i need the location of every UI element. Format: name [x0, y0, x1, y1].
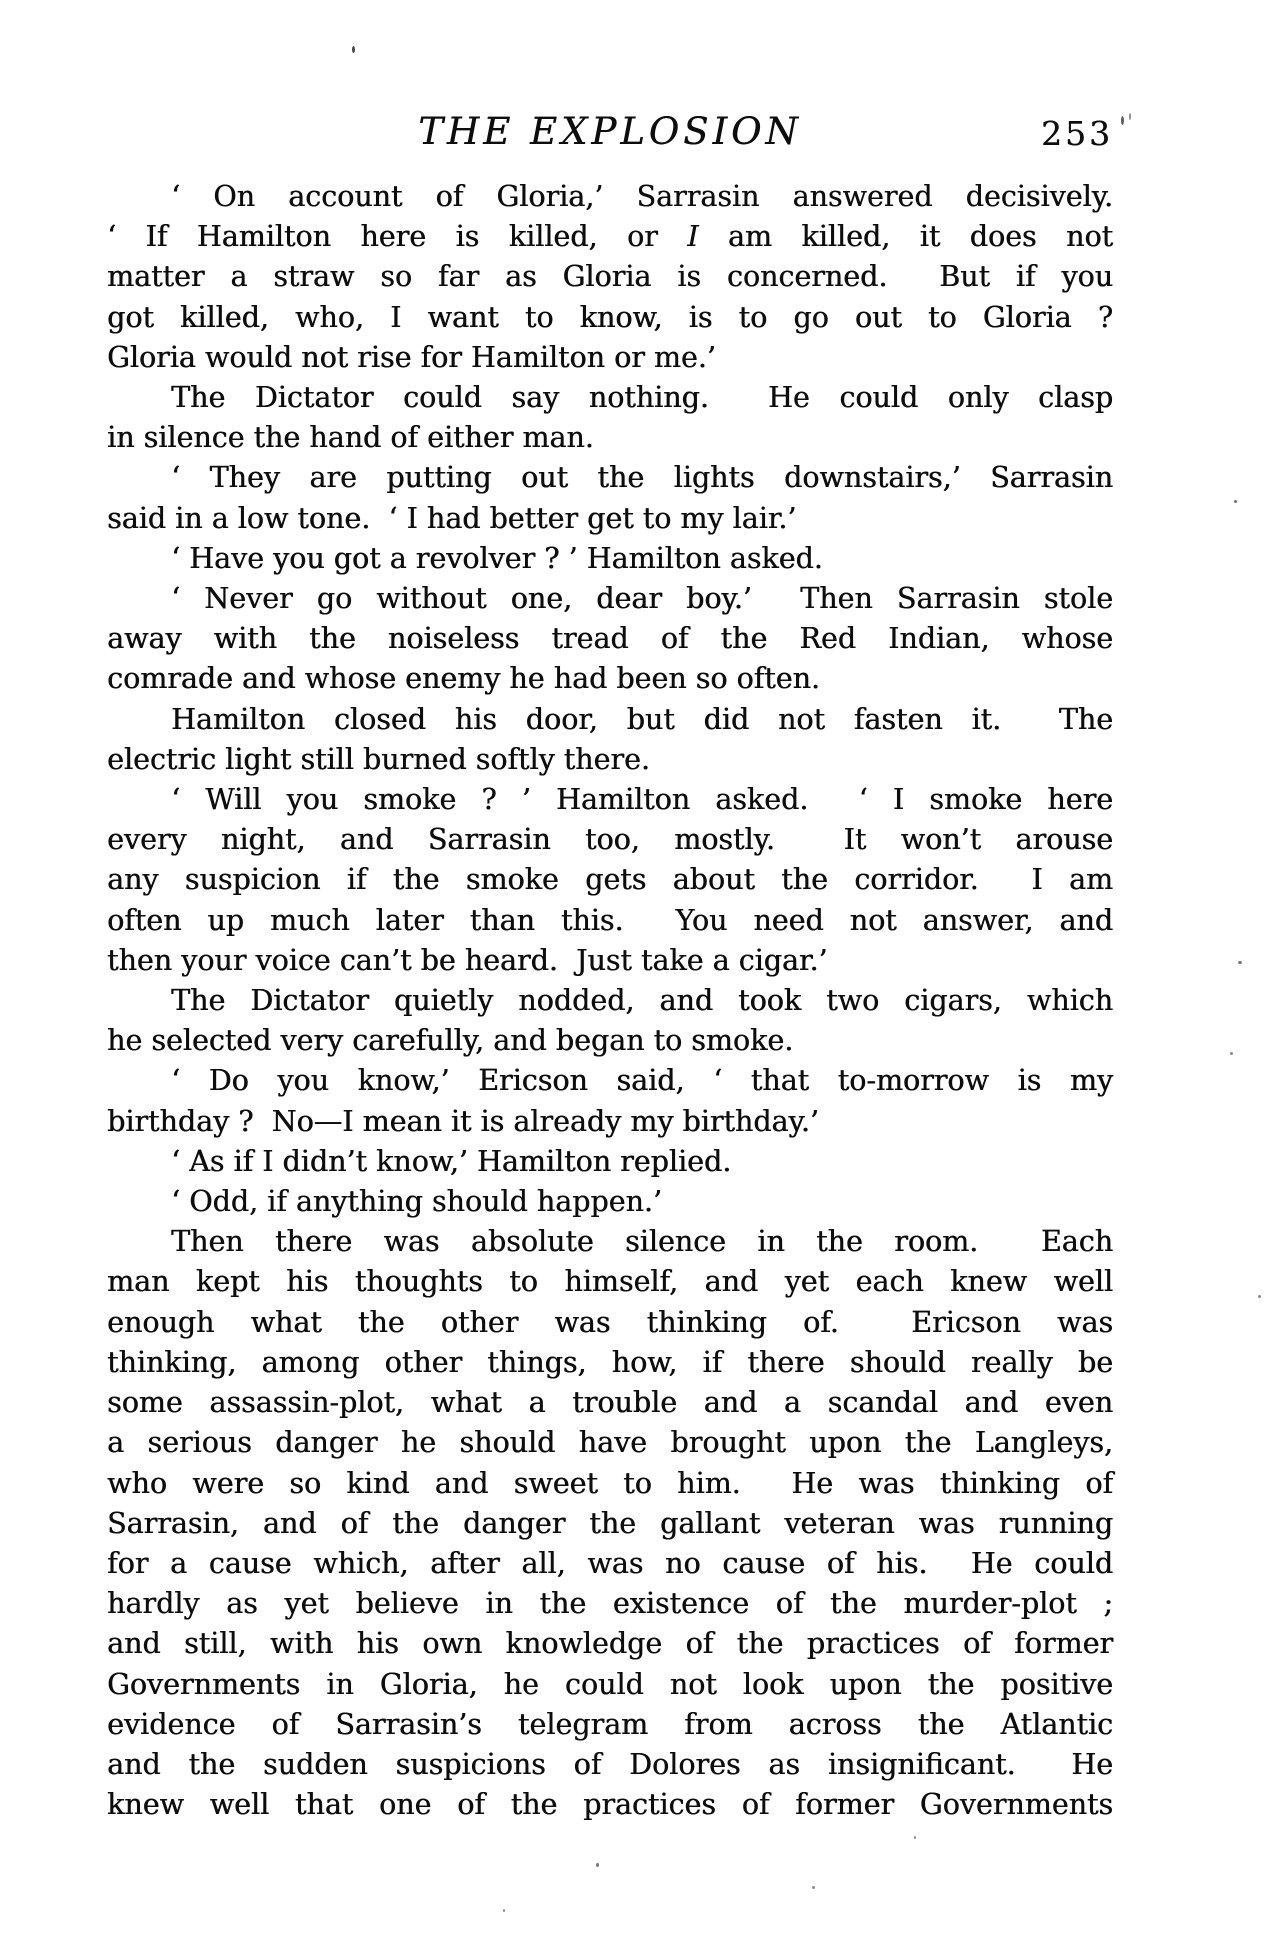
- text-line: Governments in Gloria, he could not look upon the positive: [107, 1667, 1113, 1701]
- text-line: matter a straw so far as Gloria is concerned. But if you: [107, 260, 1113, 294]
- text-line: evidence of Sarrasin’s telegram from across the Atlantic: [107, 1707, 1113, 1741]
- paragraph: [107, 1061, 1113, 1141]
- scan-speck: [596, 1863, 599, 1867]
- text-line: Then there was absolute silence in the room. Each: [171, 1225, 1113, 1259]
- text-line: ‘ As if I didn’t know,’ Hamilton replied.: [171, 1144, 732, 1178]
- paragraph: [107, 700, 1113, 780]
- text-line: The Dictator could say nothing. He could only clasp: [171, 381, 1113, 415]
- text-line: ‘ They are putting out the lights downstairs,’ Sarrasin: [171, 461, 1113, 495]
- running-header: [107, 110, 1113, 158]
- scan-speck: [1121, 116, 1124, 125]
- text-line: ‘ Will you smoke ? ’ Hamilton asked. ‘ I smoke here: [171, 783, 1113, 817]
- scan-speck: [1129, 113, 1131, 120]
- text-line: ‘ Do you know,’ Ericson said, ‘ that to-morrow is my: [171, 1064, 1113, 1098]
- text-line: ‘ Never go without one, dear boy.’ Then Sarrasin stole: [171, 582, 1113, 616]
- paragraph: [107, 1142, 1113, 1182]
- scan-speck: [914, 1836, 916, 1839]
- paragraph: [107, 981, 1113, 1061]
- text-line: ‘ If Hamilton here is killed, or I am killed, it does not: [107, 220, 1113, 254]
- text-line: Hamilton closed his door, but did not fasten it. The: [171, 702, 1113, 736]
- text-line: hardly as yet believe in the existence of the murder-plot ;: [107, 1587, 1113, 1621]
- page-title: THE EXPLOSION: [418, 110, 802, 153]
- text-line: some assassin-plot, what a trouble and a scandal and even: [107, 1386, 1113, 1420]
- text-line: thinking, among other things, how, if there should really be: [107, 1345, 1113, 1379]
- text-line: then your voice can’t be heard. Just take a cigar.’: [107, 943, 828, 977]
- text-line: he selected very carefully, and began to smoke.: [107, 1024, 794, 1058]
- text-line: for a cause which, after all, was no cause of his. He could: [107, 1546, 1113, 1580]
- text-line: got killed, who, I want to know, is to go out to Gloria ?: [107, 300, 1113, 334]
- scan-speck: [1234, 500, 1237, 503]
- text-line: away with the noiseless tread of the Red Indian, whose: [107, 622, 1113, 656]
- scan-speck: [503, 1909, 505, 1912]
- scan-speck: [352, 46, 355, 53]
- text-block: [107, 177, 1113, 1825]
- paragraph: [107, 1222, 1113, 1825]
- text-line: electric light still burned softly there.: [107, 742, 650, 776]
- text-line: Sarrasin, and of the danger the gallant veteran was running: [107, 1506, 1113, 1540]
- paragraph: [107, 378, 1113, 458]
- text-line: and the sudden suspicions of Dolores as insignificant. He: [107, 1747, 1113, 1781]
- paragraph: [107, 579, 1113, 700]
- text-line: enough what the other was thinking of. Ericson was: [107, 1305, 1113, 1339]
- text-line: The Dictator quietly nodded, and took two cigars, which: [171, 984, 1113, 1018]
- text-line: said in a low tone. ‘ I had better get to my lair.’: [107, 501, 797, 535]
- paragraph: [107, 458, 1113, 538]
- text-line: and still, with his own knowledge of the practices of former: [107, 1627, 1113, 1661]
- scan-speck: [812, 1886, 815, 1889]
- text-line: Gloria would not rise for Hamilton or me.’: [107, 340, 716, 374]
- text-line: ‘ On account of Gloria,’ Sarrasin answered decisively.: [171, 180, 1113, 213]
- scan-speck: [1258, 1295, 1261, 1298]
- text-line: every night, and Sarrasin too, mostly. It won’t arouse: [107, 823, 1113, 857]
- text-line: comrade and whose enemy he had been so often.: [107, 662, 820, 696]
- text-line: ‘ Odd, if anything should happen.’: [171, 1185, 662, 1219]
- paragraph: [107, 1182, 1113, 1222]
- scan-speck: [1230, 1052, 1233, 1055]
- text-line: birthday ? No—I mean it is already my birthday.’: [107, 1104, 819, 1138]
- text-line: ‘ Have you got a revolver ? ’ Hamilton asked.: [171, 541, 823, 575]
- paragraph: [107, 539, 1113, 579]
- text-line: knew well that one of the practices of former Governments: [107, 1788, 1113, 1822]
- page-number: 253: [1041, 114, 1113, 153]
- text-line: often up much later than this. You need not answer, and: [107, 903, 1113, 937]
- paragraph: [107, 780, 1113, 981]
- text-line: who were so kind and sweet to him. He was thinking of: [107, 1466, 1113, 1500]
- scan-speck: [1238, 961, 1242, 964]
- text-line: a serious danger he should have brought upon the Langleys,: [107, 1426, 1113, 1460]
- text-line: in silence the hand of either man.: [107, 421, 594, 455]
- paragraph: [107, 177, 1113, 378]
- text-line: man kept his thoughts to himself, and yet each knew well: [107, 1265, 1113, 1299]
- text-line: any suspicion if the smoke gets about the corridor. I am: [107, 863, 1113, 897]
